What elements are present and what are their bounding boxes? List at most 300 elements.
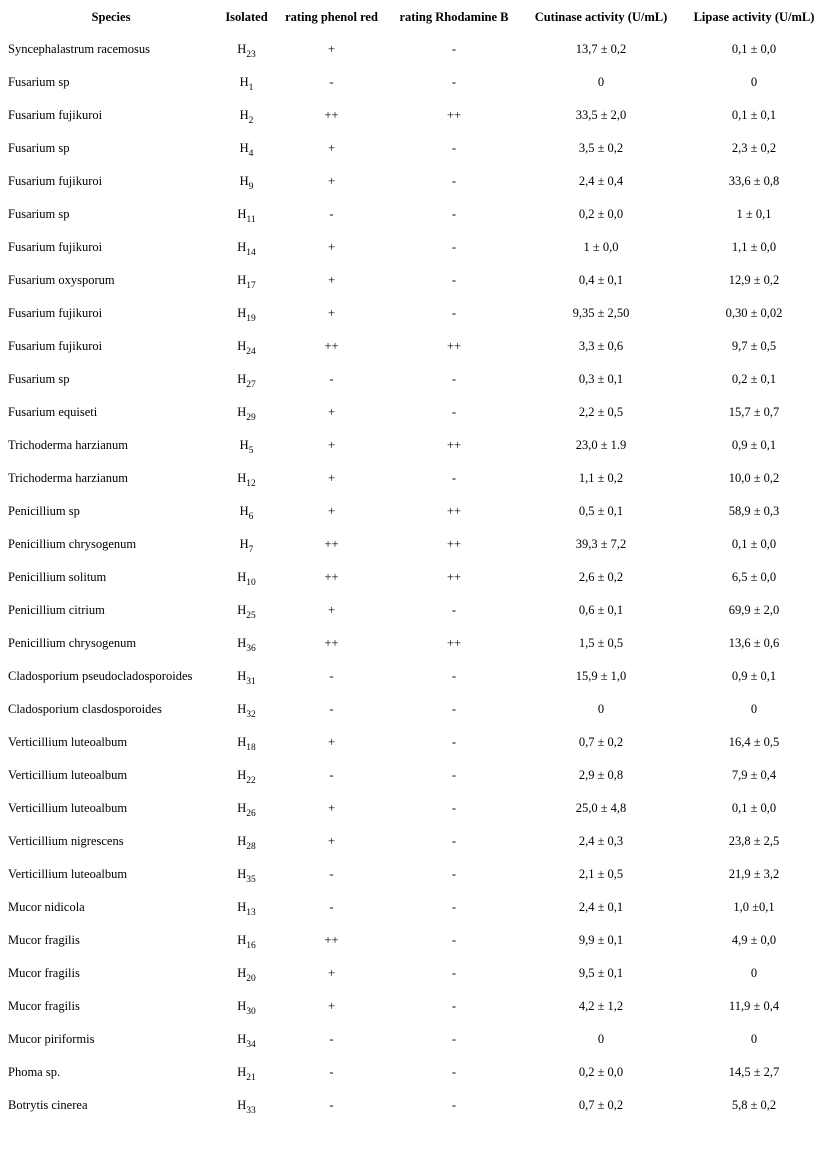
lipase-activity-cell: 10,0 ± 0,2 [728,471,780,485]
species-cell: Penicillium chrysogenum [8,537,137,551]
isolate-number: 29 [246,413,256,423]
cutinase-activity-cell: 9,5 ± 0,1 [578,966,624,980]
isolate-number: 13 [246,908,256,918]
species-cell: Mucor fragilis [8,999,80,1013]
species-cell: Mucor fragilis [8,966,80,980]
table-row [4,231,826,264]
cutinase-activity-cell: 3,3 ± 0,6 [578,339,624,353]
isolate-letter: H [237,702,247,716]
table-row [4,627,826,660]
isolate-letter: H [237,768,247,782]
lipase-activity-cell: 0 [750,75,758,89]
isolated-cell [218,759,275,792]
isolated-cell [218,561,275,594]
isolate-letter: H [237,1032,247,1046]
table-row [4,528,826,561]
species-cell: Fusarium oxysporum [8,273,115,287]
isolate-letter: H [237,1065,247,1079]
isolated-cell [218,792,275,825]
species-cell: Fusarium equiseti [8,405,98,419]
species-cell: Fusarium fujikuroi [8,306,103,320]
isolated-cell [218,594,275,627]
cutinase-activity-cell: 2,4 ± 0,3 [578,834,624,848]
species-cell: Trichoderma harzianum [8,471,128,485]
isolated-cell [218,1089,275,1122]
table-body [4,33,826,1122]
isolate-letter: H [237,966,247,980]
cutinase-activity-cell: 2,2 ± 0,5 [578,405,624,419]
isolated-cell [218,726,275,759]
header-rhodamine-b: rating Rhodamine B [399,10,509,24]
rhodamine-b-rating-cell: - [451,141,457,155]
isolated-cell [218,99,275,132]
isolate-number: 31 [246,677,256,687]
isolate-letter: H [239,75,249,89]
species-cell: Syncephalastrum racemosus [8,42,150,56]
isolated-cell [218,660,275,693]
isolated-cell [218,1056,275,1089]
table-row [4,99,826,132]
lipase-activity-cell: 14,5 ± 2,7 [728,1065,780,1079]
isolate-letter: H [237,999,247,1013]
phenol-red-rating-cell: ++ [324,537,339,551]
isolated-cell [218,825,275,858]
isolate-number: 2 [248,116,254,126]
isolate-number: 19 [246,314,256,324]
isolate-letter: H [237,933,247,947]
phenol-red-rating-cell: ++ [324,339,339,353]
phenol-red-rating-cell: - [329,372,334,386]
table-row [4,594,826,627]
cutinase-activity-cell: 0,7 ± 0,2 [578,735,624,749]
phenol-red-rating-cell: ++ [324,636,339,650]
phenol-red-rating-cell: - [329,669,334,683]
isolated-cell [218,528,275,561]
isolate-number: 27 [246,380,256,390]
phenol-red-rating-cell: + [327,603,336,617]
isolated-cell [218,165,275,198]
cutinase-activity-cell: 9,9 ± 0,1 [578,933,624,947]
isolate-number: 20 [246,974,256,984]
isolated-cell [218,66,275,99]
table-row [4,462,826,495]
lipase-activity-cell: 21,9 ± 3,2 [728,867,780,881]
table-row [4,561,826,594]
isolate-letter: H [237,339,247,353]
phenol-red-rating-cell: - [329,1032,334,1046]
rhodamine-b-rating-cell: - [451,966,457,980]
species-cell: Fusarium sp [8,207,70,221]
rhodamine-b-rating-cell: - [451,471,457,485]
isolate-letter: H [237,636,247,650]
cutinase-activity-cell: 0,5 ± 0,1 [578,504,624,518]
isolate-letter: H [237,867,247,881]
cutinase-activity-cell: 0 [597,702,605,716]
isolate-letter: H [237,306,247,320]
species-cell: Phoma sp. [8,1065,61,1079]
rhodamine-b-rating-cell: - [451,801,457,815]
table-row [4,495,826,528]
isolate-number: 32 [246,710,256,720]
isolate-number: 36 [246,644,256,654]
rhodamine-b-rating-cell: - [451,669,457,683]
rhodamine-b-rating-cell: - [451,1032,457,1046]
table-row [4,990,826,1023]
phenol-red-rating-cell: ++ [324,108,339,122]
rhodamine-b-rating-cell: - [451,735,457,749]
rhodamine-b-rating-cell: ++ [446,339,462,353]
rhodamine-b-rating-cell: - [451,372,457,386]
isolate-number: 21 [246,1073,256,1083]
cutinase-activity-cell: 0,2 ± 0,0 [578,207,624,221]
lipase-activity-cell: 0 [750,702,758,716]
isolated-cell [218,363,275,396]
table-row [4,1056,826,1089]
isolate-letter: H [237,240,247,254]
table-row [4,858,826,891]
isolate-number: 26 [246,809,256,819]
cutinase-activity-cell: 3,5 ± 0,2 [578,141,624,155]
isolate-number: 17 [246,281,256,291]
table-row [4,33,826,66]
isolate-letter: H [237,603,247,617]
header-isolated: Isolated [225,10,268,24]
rhodamine-b-rating-cell: - [451,603,457,617]
table-row [4,759,826,792]
lipase-activity-cell: 0,1 ± 0,0 [731,537,777,551]
cutinase-activity-cell: 25,0 ± 4,8 [575,801,627,815]
rhodamine-b-rating-cell: ++ [446,570,462,584]
isolate-letter: H [237,570,247,584]
isolated-cell [218,1023,275,1056]
phenol-red-rating-cell: + [327,438,336,452]
header-row [4,2,826,33]
isolate-letter: H [239,174,249,188]
isolated-cell [218,858,275,891]
isolate-number: 23 [246,50,256,60]
cutinase-activity-cell: 0,4 ± 0,1 [578,273,624,287]
cutinase-activity-cell: 2,4 ± 0,1 [578,900,624,914]
cutinase-activity-cell: 9,35 ± 2,50 [572,306,630,320]
species-cell: Penicillium chrysogenum [8,636,137,650]
rhodamine-b-rating-cell: ++ [446,438,462,452]
phenol-red-rating-cell: ++ [324,933,339,947]
species-cell: Cladosporium pseudocladosporoides [8,669,193,683]
isolate-number: 1 [248,83,254,93]
cutinase-activity-cell: 0,3 ± 0,1 [578,372,624,386]
isolated-cell [218,264,275,297]
species-cell: Fusarium sp [8,372,70,386]
table-row [4,330,826,363]
isolate-number: 24 [246,347,256,357]
isolate-number: 30 [246,1007,256,1017]
table-row [4,693,826,726]
species-cell: Verticillium luteoalbum [8,801,128,815]
lipase-activity-cell: 0,9 ± 0,1 [731,438,777,452]
phenol-red-rating-cell: + [327,273,336,287]
rhodamine-b-rating-cell: - [451,42,457,56]
phenol-red-rating-cell: + [327,834,336,848]
lipase-activity-cell: 0,1 ± 0,0 [731,801,777,815]
rhodamine-b-rating-cell: ++ [446,504,462,518]
lipase-activity-cell: 1,0 ±0,1 [733,900,775,914]
cutinase-activity-cell: 1,1 ± 0,2 [578,471,624,485]
lipase-activity-cell: 4,9 ± 0,0 [731,933,777,947]
species-cell: Fusarium fujikuroi [8,240,103,254]
phenol-red-rating-cell: - [329,207,334,221]
cutinase-activity-cell: 1,5 ± 0,5 [578,636,624,650]
isolate-letter: H [237,42,247,56]
rhodamine-b-rating-cell: - [451,702,457,716]
cutinase-activity-cell: 1 ± 0,0 [583,240,619,254]
isolate-number: 22 [246,776,256,786]
cutinase-activity-cell: 33,5 ± 2,0 [575,108,627,122]
phenol-red-rating-cell: - [329,702,334,716]
isolated-cell [218,957,275,990]
phenol-red-rating-cell: ++ [324,570,339,584]
table-row [4,66,826,99]
rhodamine-b-rating-cell: ++ [446,108,462,122]
isolate-number: 6 [248,512,254,522]
isolated-cell [218,462,275,495]
species-cell: Fusarium sp [8,75,70,89]
rhodamine-b-rating-cell: - [451,273,457,287]
lipase-activity-cell: 69,9 ± 2,0 [728,603,780,617]
lipase-activity-cell: 0,1 ± 0,0 [731,42,777,56]
phenol-red-rating-cell: - [329,1098,334,1112]
isolated-cell [218,297,275,330]
phenol-red-rating-cell: + [327,999,336,1013]
rhodamine-b-rating-cell: - [451,768,457,782]
table-row [4,264,826,297]
species-cell: Mucor piriformis [8,1032,95,1046]
table-row [4,891,826,924]
cutinase-activity-cell: 0 [597,75,605,89]
isolate-number: 14 [246,248,256,258]
phenol-red-rating-cell: - [329,900,334,914]
lipase-activity-cell: 9,7 ± 0,5 [731,339,777,353]
species-cell: Fusarium sp [8,141,70,155]
isolate-number: 10 [246,578,256,588]
isolated-cell [218,627,275,660]
isolated-cell [218,231,275,264]
species-cell: Penicillium sp [8,504,80,518]
isolate-letter: H [237,471,247,485]
lipase-activity-cell: 1,1 ± 0,0 [731,240,777,254]
rhodamine-b-rating-cell: - [451,405,457,419]
rhodamine-b-rating-cell: - [451,999,457,1013]
cutinase-activity-cell: 15,9 ± 1,0 [575,669,627,683]
rhodamine-b-rating-cell: - [451,75,457,89]
isolate-number: 25 [246,611,256,621]
rhodamine-b-rating-cell: - [451,240,457,254]
isolated-cell [218,693,275,726]
phenol-red-rating-cell: - [329,867,334,881]
cutinase-activity-cell: 0,7 ± 0,2 [578,1098,624,1112]
isolate-number: 33 [246,1106,256,1116]
species-cell: Verticillium luteoalbum [8,867,128,881]
lipase-activity-cell: 23,8 ± 2,5 [728,834,780,848]
rhodamine-b-rating-cell: - [451,834,457,848]
cutinase-activity-cell: 0 [597,1032,605,1046]
cutinase-activity-cell: 2,6 ± 0,2 [578,570,624,584]
cutinase-activity-cell: 0,6 ± 0,1 [578,603,624,617]
species-cell: Cladosporium clasdosporoides [8,702,162,716]
phenol-red-rating-cell: + [327,966,336,980]
species-cell: Verticillium luteoalbum [8,735,128,749]
lipase-activity-cell: 16,4 ± 0,5 [728,735,780,749]
phenol-red-rating-cell: - [329,768,334,782]
header-lipase-activity: Lipase activity (U/mL) [693,10,815,24]
isolate-letter: H [239,504,249,518]
isolate-number: 9 [248,182,254,192]
phenol-red-rating-cell: + [327,141,336,155]
isolate-letter: H [239,108,249,122]
table-row [4,1089,826,1122]
table-row [4,825,826,858]
lipase-activity-cell: 6,5 ± 0,0 [731,570,777,584]
phenol-red-rating-cell: + [327,471,336,485]
isolate-letter: H [237,273,247,287]
cutinase-activity-cell: 23,0 ± 1.9 [575,438,627,452]
cutinase-activity-cell: 2,1 ± 0,5 [578,867,624,881]
table-row [4,792,826,825]
lipase-activity-cell: 7,9 ± 0,4 [731,768,777,782]
isolate-letter: H [237,372,247,386]
table-row [4,363,826,396]
table-row [4,198,826,231]
isolate-letter: H [237,834,247,848]
table-row [4,429,826,462]
isolate-letter: H [237,405,247,419]
isolate-number: 18 [246,743,256,753]
isolated-cell [218,891,275,924]
lipase-activity-cell: 5,8 ± 0,2 [731,1098,777,1112]
isolate-letter: H [239,438,249,452]
lipase-activity-cell: 0 [750,966,758,980]
isolate-letter: H [237,900,247,914]
cutinase-activity-cell: 13,7 ± 0,2 [575,42,627,56]
phenol-red-rating-cell: + [327,240,336,254]
lipase-activity-cell: 0,30 ± 0,02 [725,306,783,320]
phenol-red-rating-cell: + [327,42,336,56]
lipase-activity-cell: 15,7 ± 0,7 [728,405,780,419]
table-row [4,132,826,165]
rhodamine-b-rating-cell: ++ [446,636,462,650]
isolated-cell [218,33,275,66]
table-row [4,1023,826,1056]
isolate-number: 35 [246,875,256,885]
table-row [4,660,826,693]
isolated-cell [218,198,275,231]
species-cell: Mucor nidicola [8,900,85,914]
phenol-red-rating-cell: + [327,801,336,815]
isolate-letter: H [239,537,249,551]
lipase-activity-cell: 0 [750,1032,758,1046]
rhodamine-b-rating-cell: - [451,1098,457,1112]
cutinase-activity-cell: 0,2 ± 0,0 [578,1065,624,1079]
isolated-cell [218,330,275,363]
table-row [4,924,826,957]
rhodamine-b-rating-cell: - [451,174,457,188]
isolate-number: 16 [246,941,256,951]
phenol-red-rating-cell: + [327,174,336,188]
lipase-activity-cell: 11,9 ± 0,4 [728,999,780,1013]
species-cell: Penicillium citrium [8,603,105,617]
lipase-activity-cell: 0,1 ± 0,1 [731,108,777,122]
isolated-cell [218,429,275,462]
phenol-red-rating-cell: + [327,405,336,419]
cutinase-activity-cell: 2,9 ± 0,8 [578,768,624,782]
table-header [4,2,826,33]
cutinase-activity-cell: 2,4 ± 0,4 [578,174,624,188]
header-phenol-red: rating phenol red [285,10,378,24]
species-activity-table [4,2,826,1122]
isolated-cell [218,396,275,429]
species-cell: Fusarium fujikuroi [8,339,103,353]
lipase-activity-cell: 13,6 ± 0,6 [728,636,780,650]
isolate-number: 5 [248,446,254,456]
rhodamine-b-rating-cell: - [451,1065,457,1079]
isolate-number: 11 [246,215,256,225]
table-row [4,957,826,990]
isolated-cell [218,924,275,957]
species-cell: Trichoderma harzianum [8,438,128,452]
isolate-number: 7 [248,545,254,555]
header-cutinase-activity: Cutinase activity (U/mL) [534,10,668,24]
isolated-cell [218,495,275,528]
species-cell: Verticillium nigrescens [8,834,124,848]
rhodamine-b-rating-cell: ++ [446,537,462,551]
species-cell: Fusarium fujikuroi [8,174,103,188]
phenol-red-rating-cell: - [329,1065,334,1079]
rhodamine-b-rating-cell: - [451,306,457,320]
lipase-activity-cell: 0,9 ± 0,1 [731,669,777,683]
lipase-activity-cell: 33,6 ± 0,8 [728,174,780,188]
isolate-number: 28 [246,842,256,852]
table-row [4,726,826,759]
isolated-cell [218,132,275,165]
lipase-activity-cell: 58,9 ± 0,3 [728,504,780,518]
table-row [4,297,826,330]
phenol-red-rating-cell: - [329,75,334,89]
isolate-letter: H [237,801,247,815]
lipase-activity-cell: 12,9 ± 0,2 [728,273,780,287]
header-species: Species [91,10,131,24]
isolate-letter: H [237,207,247,221]
isolate-letter: H [239,141,249,155]
rhodamine-b-rating-cell: - [451,933,457,947]
isolate-letter: H [237,669,247,683]
cutinase-activity-cell: 39,3 ± 7,2 [575,537,627,551]
lipase-activity-cell: 1 ± 0,1 [736,207,772,221]
species-cell: Verticillium luteoalbum [8,768,128,782]
phenol-red-rating-cell: + [327,735,336,749]
cutinase-activity-cell: 4,2 ± 1,2 [578,999,624,1013]
phenol-red-rating-cell: + [327,504,336,518]
isolate-number: 4 [248,149,254,159]
lipase-activity-cell: 2,3 ± 0,2 [731,141,777,155]
isolated-cell [218,990,275,1023]
rhodamine-b-rating-cell: - [451,867,457,881]
species-cell: Mucor fragilis [8,933,80,947]
table-row [4,165,826,198]
species-cell: Fusarium fujikuroi [8,108,103,122]
lipase-activity-cell: 0,2 ± 0,1 [731,372,777,386]
phenol-red-rating-cell: + [327,306,336,320]
species-cell: Penicillium solitum [8,570,107,584]
rhodamine-b-rating-cell: - [451,207,457,221]
